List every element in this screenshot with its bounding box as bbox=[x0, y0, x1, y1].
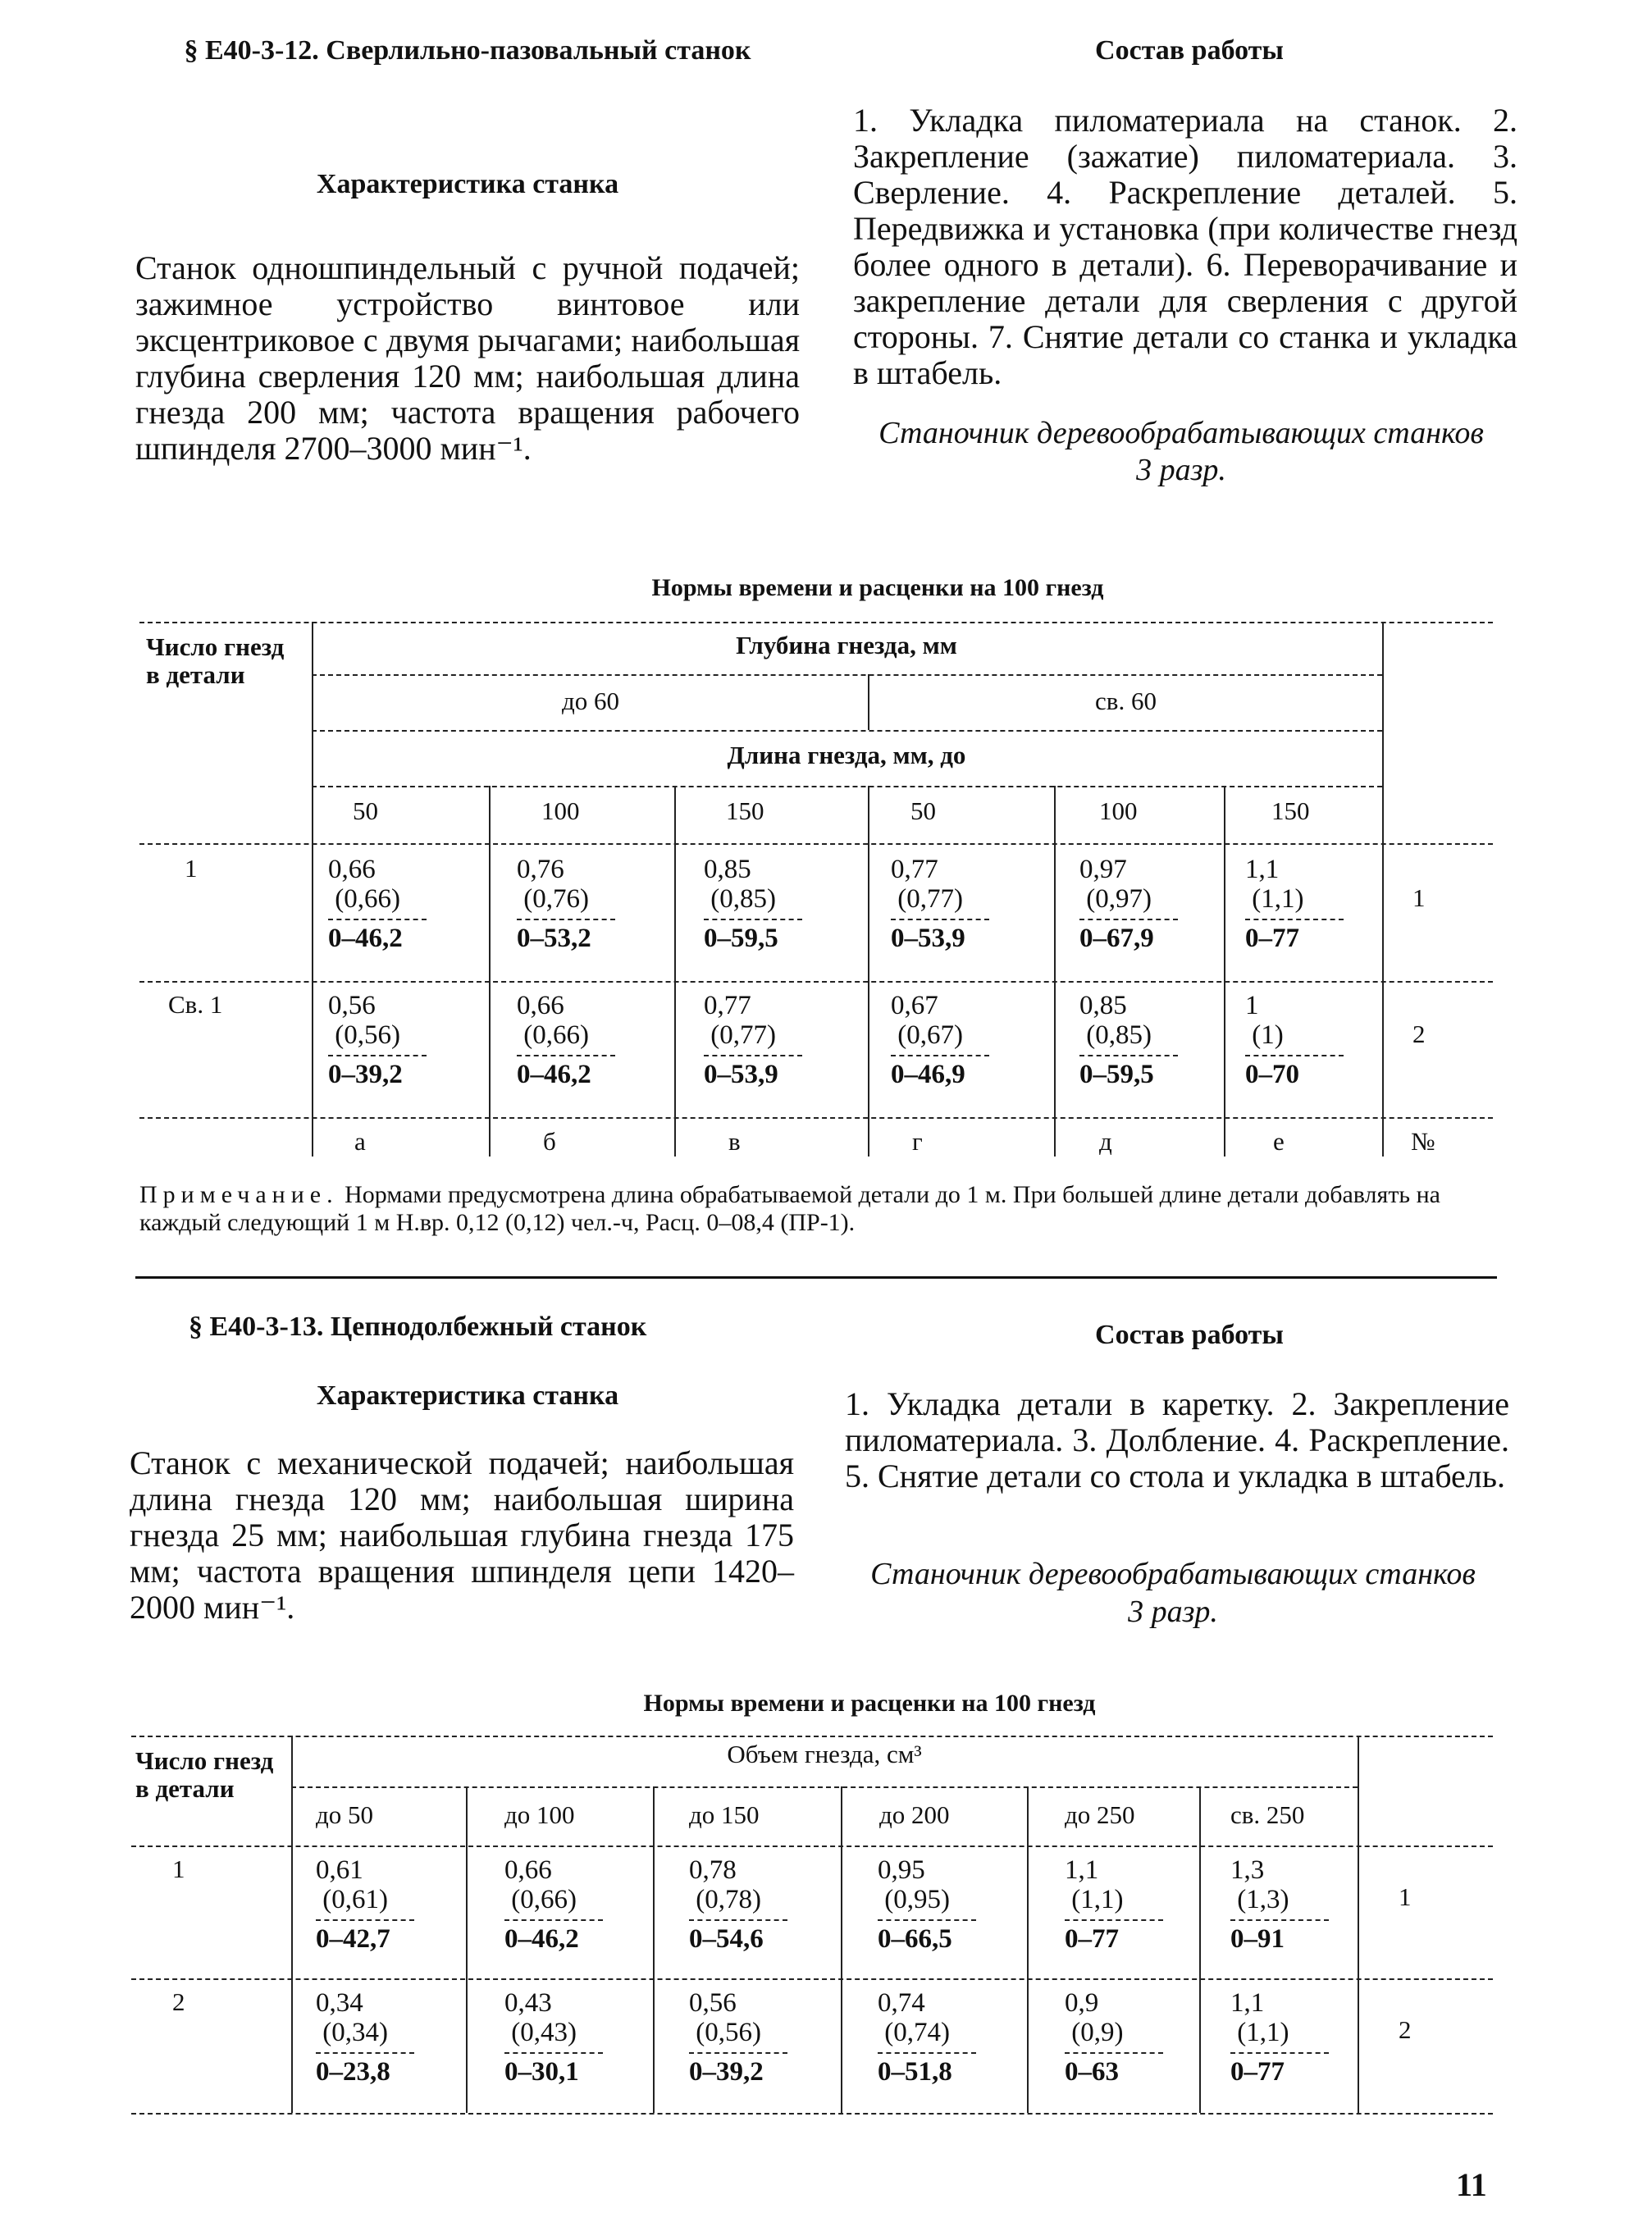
table-vrule bbox=[1027, 1786, 1029, 2113]
section-12-note: Примечание. Нормами предусмотрена длина обрабатываемой детали до 1 м. При большей длине детали добавлять на каждый следующий 1 м Н.вр. 0,12 (0,12) чел.-ч, Расц. 0–08,4 (ПР-1). bbox=[139, 1181, 1440, 1236]
table-13-col: до 100 bbox=[504, 1800, 575, 1829]
section-12-char-text: Станок одношпиндельный с ручной подачей; зажимное устройство винтовое или эксцентриковое с двумя рычагами; наибольшая глубина сверления 120 мм; наибольшая длина гнезда 200 мм; частота вращения рабочего шпинделя 2700–3000 мин⁻¹. bbox=[135, 249, 800, 467]
table-rule bbox=[139, 1117, 1493, 1119]
table-13-cell: 0,43 (0,43) 0–30,1 bbox=[504, 1988, 603, 2087]
table-13-col: св. 250 bbox=[1230, 1800, 1305, 1829]
section-12-work-text: 1. Укладка пиломатериала на станок. 2. Закрепление (зажатие) пиломатериала. 3. Сверление. 4. Раскрепление деталей. 5. Передвижка и установка (при количестве гнезд более одного в детали). 6. Переворачивание и закрепление детали для сверления с другой стороны. 7. Снятие детали со станка и укладка в штабель. bbox=[853, 102, 1517, 391]
table-12-letter: е bbox=[1273, 1127, 1285, 1156]
table-13-row-no: 2 bbox=[1399, 2015, 1412, 2044]
table-12-col: 50 bbox=[910, 796, 936, 825]
table-vrule bbox=[1054, 786, 1056, 1157]
table-12-col: 50 bbox=[353, 796, 378, 825]
section-12-worker-line1: Станочник деревообрабатывающих станков bbox=[878, 416, 1484, 450]
table-vrule bbox=[841, 1786, 842, 2113]
table-13-rowhead: Число гнезд в детали bbox=[135, 1746, 274, 1803]
table-12-letter: г bbox=[912, 1127, 923, 1156]
table-rule bbox=[312, 674, 1382, 676]
section-13-worker-line1: Станочник деревообрабатывающих станков bbox=[870, 1557, 1476, 1591]
section-12-work-heading: Состав работы bbox=[1095, 35, 1284, 66]
table-13-vol-head: Объем гнезда, см³ bbox=[727, 1740, 922, 1768]
table-12-col: 100 bbox=[541, 796, 580, 825]
table-12-cell: 0,67 (0,67) 0–46,9 bbox=[891, 991, 989, 1089]
table-12-cell: 0,56 (0,56) 0–39,2 bbox=[328, 991, 427, 1089]
table-13-row-label: 2 bbox=[172, 1987, 185, 2016]
table-12-cell: 1,1 (1,1) 0–77 bbox=[1245, 855, 1344, 953]
table-12-col: 100 bbox=[1099, 796, 1138, 825]
table-12-depth-a: до 60 bbox=[561, 687, 620, 715]
table-rule bbox=[131, 1736, 1493, 1737]
table-12-depth-b: св. 60 bbox=[1095, 687, 1157, 715]
table-rule bbox=[139, 981, 1493, 983]
table-rule bbox=[131, 1978, 1493, 1980]
table-12-cell: 0,77 (0,77) 0–53,9 bbox=[891, 855, 989, 953]
section-12-table-caption: Нормы времени и расценки на 100 гнезд bbox=[651, 574, 1104, 601]
table-13-cell: 0,61 (0,61) 0–42,7 bbox=[316, 1855, 414, 1954]
table-rule bbox=[291, 1786, 1358, 1788]
table-13-cell: 0,78 (0,78) 0–54,6 bbox=[689, 1855, 787, 1954]
table-12-letter: в bbox=[728, 1127, 741, 1156]
table-vrule bbox=[1224, 786, 1225, 1157]
table-12-cell: 0,97 (0,97) 0–67,9 bbox=[1079, 855, 1178, 953]
table-12-row-no: 2 bbox=[1412, 1020, 1426, 1048]
table-vrule bbox=[312, 622, 313, 1157]
section-13-worker-line2: 3 разр. bbox=[1128, 1595, 1218, 1629]
section-13-title: § Е40-3-13. Цепнодолбежный станок bbox=[189, 1312, 647, 1342]
table-vrule bbox=[868, 786, 869, 1157]
table-13-cell: 1,3 (1,3) 0–91 bbox=[1230, 1855, 1329, 1954]
table-12-row-no: 1 bbox=[1412, 883, 1426, 912]
table-12-col: 150 bbox=[726, 796, 764, 825]
table-vrule bbox=[466, 1786, 468, 2113]
table-vrule bbox=[653, 1786, 655, 2113]
table-12-no-label: № bbox=[1411, 1127, 1435, 1156]
table-12-rowhead: Число гнезд в детали bbox=[146, 632, 285, 689]
table-13-cell: 0,9 (0,9) 0–63 bbox=[1065, 1988, 1163, 2087]
table-vrule bbox=[674, 786, 676, 1157]
table-12-cell: 0,76 (0,76) 0–53,2 bbox=[517, 855, 615, 953]
table-12-row-label: Св. 1 bbox=[168, 990, 223, 1019]
table-13-row-label: 1 bbox=[172, 1855, 185, 1883]
table-rule bbox=[312, 730, 1382, 732]
table-rule bbox=[139, 622, 1493, 623]
section-13-work-heading: Состав работы bbox=[1095, 1320, 1284, 1350]
table-12-cell: 0,66 (0,66) 0–46,2 bbox=[517, 991, 615, 1089]
table-vrule bbox=[1382, 622, 1384, 1157]
section-13-work-text: 1. Укладка детали в каретку. 2. Закрепление пиломатериала. 3. Долбление. 4. Раскрепление. 5. Снятие детали со стола и укладка в штабель. bbox=[845, 1385, 1509, 1494]
table-rule bbox=[131, 1845, 1493, 1847]
table-13-col: до 50 bbox=[316, 1800, 374, 1829]
table-12-letter: а bbox=[354, 1127, 366, 1156]
table-13-col: до 200 bbox=[879, 1800, 950, 1829]
section-12-char-heading: Характеристика станка bbox=[316, 169, 619, 199]
table-rule bbox=[139, 843, 1493, 845]
table-12-cell: 0,85 (0,85) 0–59,5 bbox=[1079, 991, 1178, 1089]
section-13-char-heading: Характеристика станка bbox=[316, 1380, 619, 1411]
table-12-cell: 0,85 (0,85) 0–59,5 bbox=[704, 855, 802, 953]
table-12-cell: 0,77 (0,77) 0–53,9 bbox=[704, 991, 802, 1089]
table-12-letter: д bbox=[1099, 1127, 1112, 1156]
table-12-cell: 1 (1) 0–70 bbox=[1245, 991, 1344, 1089]
table-13-cell: 0,56 (0,56) 0–39,2 bbox=[689, 1988, 787, 2087]
table-12-cell: 0,66 (0,66) 0–46,2 bbox=[328, 855, 427, 953]
table-vrule bbox=[1199, 1786, 1201, 2113]
page-number: 11 bbox=[1456, 2166, 1487, 2203]
table-vrule bbox=[291, 1736, 293, 2113]
table-13-cell: 0,95 (0,95) 0–66,5 bbox=[878, 1855, 976, 1954]
table-13-cell: 0,66 (0,66) 0–46,2 bbox=[504, 1855, 603, 1954]
section-12-title: § Е40-3-12. Сверлильно-пазовальный станок bbox=[184, 35, 751, 66]
table-12-row-label: 1 bbox=[185, 854, 198, 883]
table-13-cell: 0,74 (0,74) 0–51,8 bbox=[878, 1988, 976, 2087]
table-13-cell: 1,1 (1,1) 0–77 bbox=[1230, 1988, 1329, 2087]
section-12-worker-line2: 3 разр. bbox=[1136, 453, 1226, 487]
table-rule bbox=[312, 786, 1382, 787]
table-12-col: 150 bbox=[1271, 796, 1310, 825]
table-13-col: до 150 bbox=[689, 1800, 760, 1829]
table-12-depth-head: Глубина гнезда, мм bbox=[736, 631, 957, 659]
table-13-cell: 1,1 (1,1) 0–77 bbox=[1065, 1855, 1163, 1954]
table-13-row-no: 1 bbox=[1399, 1882, 1412, 1911]
table-rule bbox=[131, 2113, 1493, 2115]
section-13-char-text: Станок с механической подачей; наибольшая длина гнезда 120 мм; наибольшая ширина гнезда 25 мм; наибольшая глубина гнезда 175 мм; частота вращения шпинделя цепи 1420–2000 мин⁻¹. bbox=[130, 1444, 794, 1626]
table-13-cell: 0,34 (0,34) 0–23,8 bbox=[316, 1988, 414, 2087]
table-vrule bbox=[868, 674, 869, 730]
table-vrule bbox=[489, 786, 491, 1157]
section-divider bbox=[135, 1276, 1497, 1279]
section-13-table-caption: Нормы времени и расценки на 100 гнезд bbox=[643, 1690, 1096, 1717]
table-12-letter: б bbox=[543, 1127, 556, 1156]
table-13-col: до 250 bbox=[1065, 1800, 1135, 1829]
table-vrule bbox=[1358, 1736, 1359, 2113]
table-12-length-head: Длина гнезда, мм, до bbox=[727, 741, 966, 769]
